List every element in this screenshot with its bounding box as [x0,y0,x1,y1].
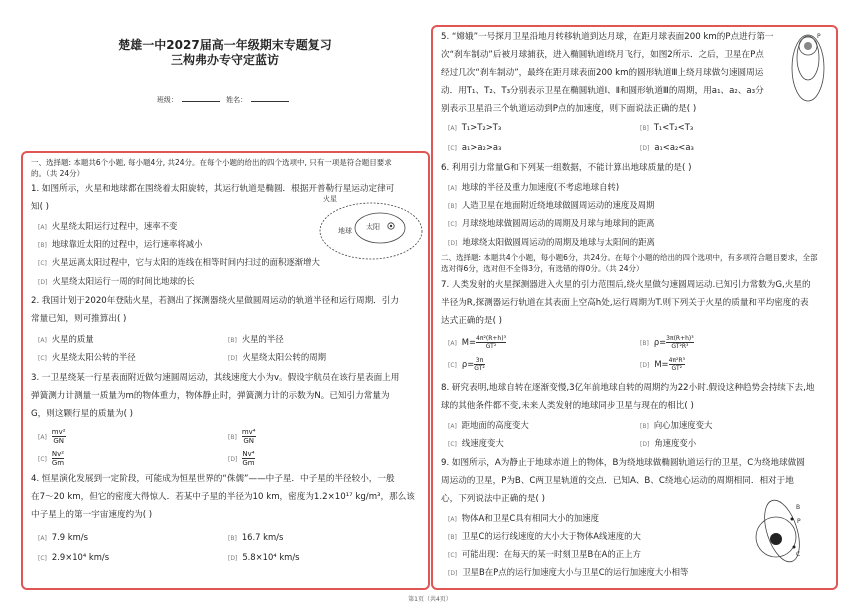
exam-title: 楚雄一中2027届高一年级期末专题复习 [118,38,332,52]
q7-stem-line1: 7. 人类发射的火星探测器进入火星的引力范围后,绕火星做匀速圆周运动.已知引力常数为G,火星的 [441,280,811,290]
q3-option-d[interactable]: [D] $\frac{\text{Nv⁴}}{Gm}$ [228,450,255,467]
q7-option-b[interactable]: [B] ρ= $\frac{\text{3π(R+h)³}}{\text{GT²R³}}$ [640,335,694,350]
q8-option-b[interactable]: [B] 向心加速度变大 [640,420,713,430]
q5-option-c[interactable]: [C] a₁>a₂>a₃ [448,142,502,152]
section-1-header-line2: 的。（共 24分） [31,169,85,178]
q5-stem-line5: 别表示卫星沿三个轨道运动到P点的加速度，则下面说法正确的是( ) [441,104,697,114]
q1-option-b[interactable]: [B] 地球靠近太阳的过程中，运行速率将减小 [38,239,203,249]
earth-orbit [355,213,405,243]
q6-option-a[interactable]: [A] 地球的半径及重力加速度(不考虑地球自转) [448,182,620,192]
q9-option-a[interactable]: [A] 物体A和卫星C具有相同大小的加速度 [448,513,599,523]
q9-option-c[interactable]: [C] 可能出现：在每天的某一时刻卫星B在A的正上方 [448,549,641,559]
q8-option-d[interactable]: [D] 角速度变小 [640,438,697,448]
mars-label: 火星 [323,195,337,203]
c-label: C [796,551,801,558]
q5-stem-line4: 动．用T₁、T₂、T₃分别表示卫星在椭圆轨道Ⅰ、Ⅱ和圆形轨道Ⅲ的周期，用a₁、a₂、a₃分 [441,86,764,96]
a-label: A [768,528,773,535]
q7-option-c[interactable]: [C] ρ= $\frac{3\pi}{\text{GT²}}$ [448,357,485,372]
q3-stem-line2: 弹簧测力计测量一质量为m的物体重力，物体静止时，弹簧测力计的示数为N。已知引力常量为 [31,391,390,401]
q1-option-a[interactable]: [A] 火星绕太阳运行过程中，速率不变 [38,221,178,231]
q4-option-a[interactable]: [A] 7.9 km/s [38,532,88,542]
q5-stem-line2: 次“刹车制动”后被月球捕获，进入椭圆轨道Ⅰ绕月飞行，如图2所示．之后，卫星在P点 [441,50,764,60]
q9-stem-line1: 9. 如图所示，A为静止于地球赤道上的物体，B为绕地球做椭圆轨道运行的卫星，C为绕地球做圆 [441,458,805,468]
earth-label: 地球 [338,227,352,235]
satellite-b-dot [791,518,794,521]
q4-stem-line3: 中子星上的第一宇宙速度约为( ) [31,510,153,520]
q5-option-d[interactable]: [D] a₁<a₂<a₃ [640,142,694,152]
q8-stem-line2: 球的其他条件都不变,未来人类发射的地球同步卫星与现在的相比( ) [441,401,694,411]
sun-label: 太阳 [366,223,380,231]
q8-stem-line1: 8. 研究表明,地球自转在逐渐变慢,3亿年前地球自转的周期约为22小时.假设这种趋势会持续下去,地 [441,383,815,393]
q6-stem-line1: 6. 利用引力常量G和下列某一组数据，不能计算出地球质量的是( ) [441,163,692,173]
q2-option-d[interactable]: [D] 火星绕太阳公转的周期 [228,352,327,362]
q2-option-b[interactable]: [B] 火星的半径 [228,334,284,344]
section-1-header-line1: 一、选择题: 本题共6个小题, 每小题4分, 共24分。在每个小题的给出的四个选项中, 只有一项是符合题目要求 [31,158,392,167]
q4-option-d[interactable]: [D] 5.8×10⁴ km/s [228,552,300,562]
class-blank[interactable] [182,101,220,102]
q5-option-a[interactable]: [A] T₁>T₂>T₃ [448,122,502,132]
q1-orbit-figure [318,190,426,270]
section-2-header-line1: 二、选择题: 本题共4个小题，每小题6分，共24分。在每个小题的给出的四个选项中，有多项符合题目要求，全部 [441,253,818,262]
q3-option-b[interactable]: [B] $\frac{\text{mv⁴}}{GN}$ [228,428,256,445]
q3-option-a[interactable]: [A] $\frac{\text{mv²}}{GN}$ [38,428,66,445]
q1-option-c[interactable]: [C] 火星远离太阳过程中，它与太阳的连线在相等时间内扫过的面积逐渐增大 [38,257,320,267]
q9-stem-line2: 周运动的卫星，P为B、C两卫星轨道的交点．已知A、B、C绕地心运动的周期相同．相对于地 [441,476,794,486]
name-blank[interactable] [251,101,289,102]
q7-option-d[interactable]: [D] M= $\frac{\text{4π²R³}}{\text{GT²}}$ [640,357,685,372]
exam-subtitle: 三构弗办专守定蓝访 [170,53,279,67]
q4-option-c[interactable]: [C] 2.9×10⁴ km/s [38,552,110,562]
q5-stem-line3: 经过几次“刹车制动”，最终在距月球表面200 km的圆形轨道Ⅲ上绕月球做匀速圆周运 [441,68,764,78]
q5-stem-line1: 5. “嫦娥”一号探月卫星沿地月转移轨道到达月球，在距月球表面200 km的P点进行第一 [441,32,774,42]
q8-option-a[interactable]: [A] 距地面的高度变大 [448,420,529,430]
q4-stem-line1: 4. 恒星演化发展到一定阶段，可能成为恒星世界的“侏儒”——中子星．中子星的半径较小，一般 [31,474,395,484]
p-label: P [797,518,801,525]
q6-option-b[interactable]: [B] 人造卫星在地面附近绕地球做圆周运动的速度及周期 [448,200,655,210]
q1-stem-line1: 1. 如图所示，火星和地球都在围绕着太阳旋转，其运行轨道是椭圆．根据开普勒行星运动定律可 [31,184,395,194]
name-label: 姓名： [226,96,248,104]
q8-option-c[interactable]: [C] 线速度变大 [448,438,504,448]
section-2-header-line2: 选对得6分，选对但不全得3分，有选错的得0分。（共 24分） [441,264,644,273]
q5-orbit-figure [790,30,830,102]
q2-stem-line2: 常量已知，则可推算出( ) [31,314,127,324]
q6-option-c[interactable]: [C] 月球绕地球做圆周运动的周期及月球与地球间的距离 [448,218,655,228]
satellite-c-dot [793,546,796,549]
moon-icon [804,42,812,50]
student-info [20,95,430,105]
mars-orbit [320,203,422,259]
q7-stem-line3: 达式正确的是( ) [441,316,502,326]
q2-option-c[interactable]: [C] 火星绕太阳公转的半径 [38,352,136,362]
q1-stem-line2: 知( ) [31,202,50,212]
q9-orbit-figure [752,495,812,567]
q9-stem-line3: 心，下列说法中正确的是( ) [441,494,545,504]
q7-option-a[interactable]: [A] M= $\frac{\text{4π²(R+h)³}}{\text{GT²}}$ [448,335,506,350]
q3-option-c[interactable]: [C] $\frac{\text{Nv²}}{Gm}$ [38,450,65,467]
q2-option-a[interactable]: [A] 火星的质量 [38,334,94,344]
class-label: 班级： [156,96,178,104]
q7-stem-line2: 半径为R,探测器运行轨道在其表面上空高h处,运行周期为T.则下列关于火星的质量和平均密度的表 [441,298,809,308]
b-label: B [796,504,801,511]
q4-stem-line2: 在7～20 km，但它的密度大得惊人．若某中子星的半径为10 km，密度为1.2×10¹⁷ kg/m³，那么该 [31,492,415,502]
q9-option-b[interactable]: [B] 卫星C的运行线速度的大小大于物体A线速度的大 [448,531,641,541]
q5-option-b[interactable]: [B] T₁<T₂<T₃ [640,122,694,132]
sun-core [390,225,392,227]
p-label: P [817,33,821,40]
q3-stem-line3: G，则这颗行星的质量为( ) [31,409,134,419]
q1-option-d[interactable]: [D] 火星绕太阳运行一周的时间比地球的长 [38,276,195,286]
q4-option-b[interactable]: [B] 16.7 km/s [228,532,284,542]
q9-option-d[interactable]: [D] 卫星B在P点的运行加速度大小与卫星C的运行加速度大小相等 [448,567,689,577]
q3-stem-line1: 3. 一卫星绕某一行星表面附近做匀速圆周运动，其线速度大小为v。假设宇航员在该行星表面上用 [31,373,400,383]
page-footer: 第1页（共4页） [408,596,452,603]
q6-option-d[interactable]: [D] 地球绕太阳做圆周运动的周期及地球与太阳间的距离 [448,237,655,247]
q2-stem-line1: 2. 我国计划于2020年登陆火星，若测出了探测器绕火星做圆周运动的轨道半径和运行周期．引力 [31,296,399,306]
